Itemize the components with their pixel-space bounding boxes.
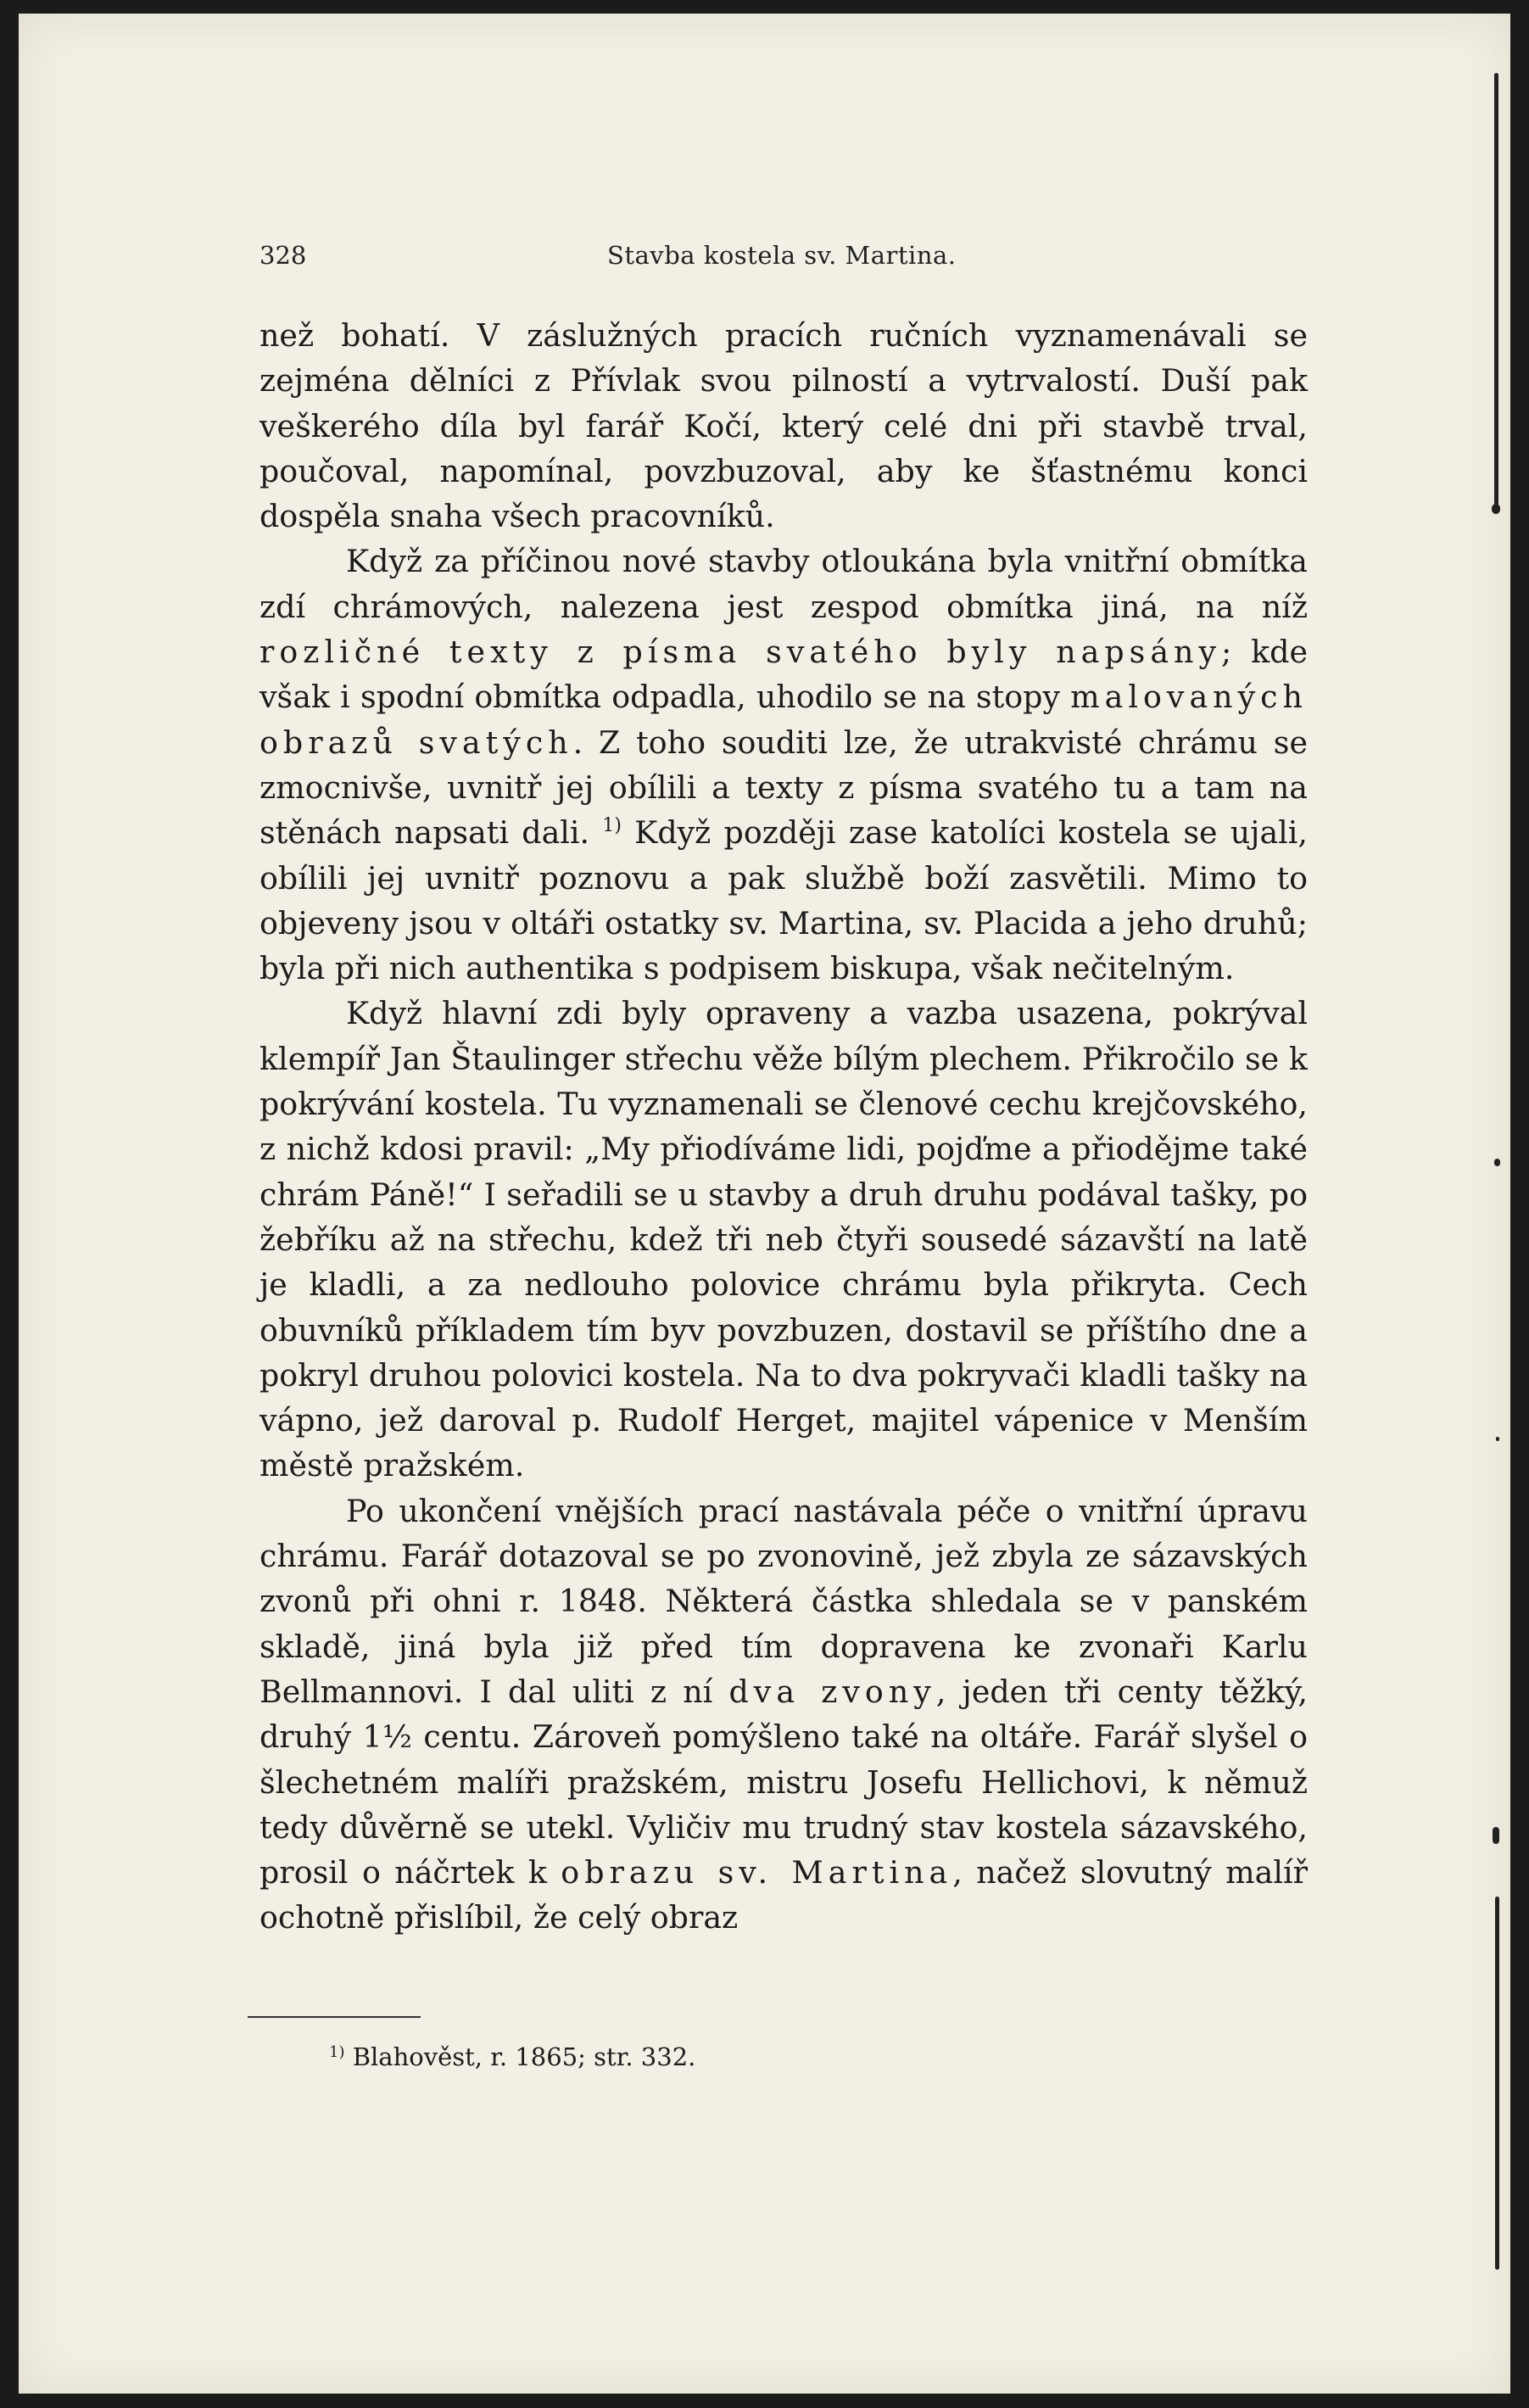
text-run: Po ukončení vnějších prací nastávala péče o vnitřní úpravu chrámu. Farář dotazoval se po zvonovině, jež zbyla ze sázavských zvonů při ohni r. 1848. Některá částka shledala se v panském skladě, jiná byla již před tím dopravena ke zvonaři Karlu Bellmannovi. I dal uliti z ní	[259, 1492, 1308, 1710]
text-run: , jeden tři centy těžký, druhý 1½ centu. Zároveň pomýšleno také na oltáře. Farář slyšel o šlechetném malíři pražském, mistru Josefu Hellichovi, k němuž tedy důvěrně se utekl. Vyličiv mu trudný stav kostela sázavského, prosil o náčrtek k	[259, 1673, 1308, 1891]
spaced-emphasis: malovaných obrazů svatých	[259, 679, 1308, 761]
page-header	[259, 241, 1296, 275]
paragraph-3: Když hlavní zdi byly opraveny a vazba usazena, pokrýval klempíř Jan Štaulinger střechu věže bílým plechem. Přikročilo se k pokrývání kostela. Tu vyznamenali se členové cechu krejčovského, z nichž kdosi pravil: „My přiodíváme lidi, pojďme a přiodějme také chrám Páně!“ I seřadili se u stavby a druh druhu podával tašky, po žebříku až na střechu, kdež tři neb čtyři sousedé sázavští na latě je kladli, a za nedlouho polovice chrámu byla přikryta. Cech obuvníků příkladem tím byv povzbuzen, dostavil se příštího dne a pokryl druhou polovici kostela. Na to dva pokryvači kladli tašky na vápno, jež daroval p. Rudolf Herget, majitel vápenice v Menším městě pražském.	[259, 995, 1308, 1484]
spaced-emphasis: dva zvony	[728, 1673, 936, 1710]
text-run: . Z toho souditi lze, že utrakvisté chrámu se zmocnivše, uvnitř jej obílili a texty z písma svatého tu a tam na stěnách napsati dali.	[259, 724, 1308, 852]
binding-dot	[1494, 1159, 1500, 1166]
main-text	[259, 313, 1308, 1941]
text-run: Když za příčinou nové stavby otloukána byla vnitřní obmítka zdí chrámových, nalezena jest zespod obmítka jiná, na níž	[259, 543, 1308, 625]
binding-dot	[1496, 1437, 1499, 1441]
book-page	[19, 14, 1510, 2394]
binding-dot	[1492, 504, 1500, 514]
spaced-emphasis: rozličné texty z písma svatého byly napsány	[259, 634, 1222, 671]
binding-line-bottom	[1495, 1897, 1499, 2270]
running-title: Stavba kostela sv. Martina.	[607, 241, 957, 270]
paragraph-2	[259, 539, 1308, 991]
footnote-ref: 1)	[602, 815, 622, 837]
footnote-marker: 1)	[329, 2043, 345, 2061]
paragraph-4	[259, 1489, 1308, 1941]
text-run: Když později zase katolíci kostela se ujali, obílili jej uvnitř poznovu a pak službě boží zasvětili. Mimo to objeveny jsou v oltáři ostatky sv. Martina, sv. Placida a jeho druhů; byla při nich authentika s podpisem biskupa, však nečitelným.	[259, 814, 1308, 987]
footnote-text: Blahověst, r. 1865; str. 332.	[344, 2042, 696, 2071]
footnote-rule	[248, 2016, 421, 2018]
binding-dot	[1493, 1827, 1499, 1844]
paragraph-1: než bohatí. V záslužných pracích ručních vyznamenávali se zejména dělníci z Přívlak svou pilností a vytrvalostí. Duší pak veškerého díla byl farář Kočí, který celé dni při stavbě trval, poučoval, napomínal, povzbuzoval, aby ke šťastnému konci dospěla snaha všech pracovníků.	[259, 317, 1308, 535]
text-run: , načež slovutný malíř ochotně přislíbil, že celý obraz	[259, 1854, 1308, 1936]
binding-line-top	[1494, 73, 1498, 514]
page-number: 328	[259, 241, 307, 270]
spaced-emphasis: obrazu sv. Martina	[561, 1854, 953, 1891]
text-run: ; kde však i spodní obmítka odpadla, uhodilo se na stopy	[259, 634, 1308, 716]
footnote	[329, 2042, 695, 2071]
